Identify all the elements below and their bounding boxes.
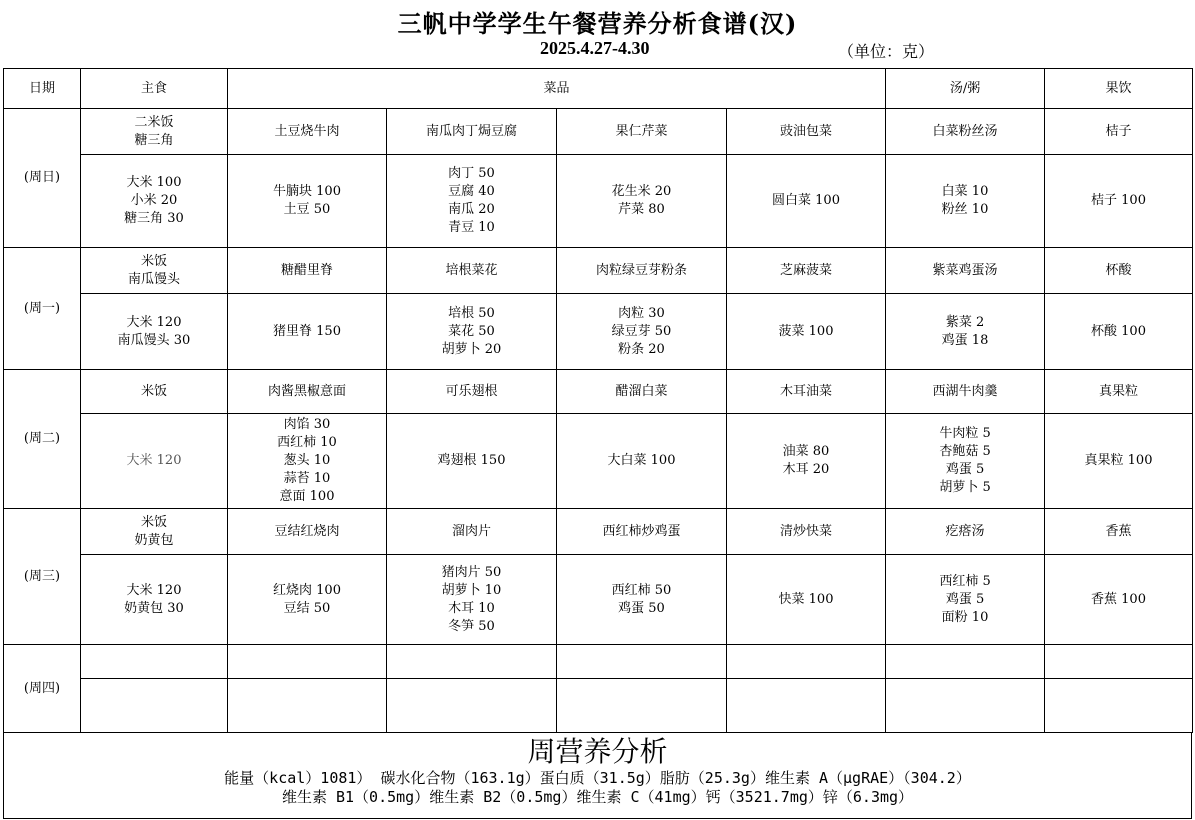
ingredient-cell <box>81 155 228 248</box>
dish-name: 真果粒 <box>1099 383 1139 399</box>
ingredient-cell <box>727 294 886 370</box>
ingredient-cell <box>387 679 557 733</box>
ingredient-line: 白菜 10 <box>941 184 989 199</box>
ingredient-line: 鸡蛋 50 <box>618 600 665 616</box>
ingredient-line: 鸡蛋 5 <box>945 591 985 607</box>
dish-name-cell <box>1045 248 1193 294</box>
dish-name-cell <box>228 509 387 555</box>
day-label: (周三) <box>4 509 81 645</box>
dish-name-cell <box>557 509 727 555</box>
unit-label: （单位：克） <box>838 42 935 61</box>
ingredient-line: 糖三角 30 <box>124 211 184 226</box>
ingredient-cell <box>557 155 727 248</box>
dish-name: 西红柿炒鸡蛋 <box>602 523 681 539</box>
day-label: (周一) <box>4 248 81 370</box>
dish-name: 醋溜白菜 <box>615 383 668 399</box>
ingredient-line: 培根 50 <box>448 305 495 321</box>
dish-name: 桔子 <box>1105 123 1132 139</box>
dish-name-cell <box>228 109 387 155</box>
ingredient-line: 菠菜 100 <box>778 323 834 339</box>
dish-name: 木耳油菜 <box>780 383 833 399</box>
dish-name: 清炒快菜 <box>780 523 833 539</box>
ingredient-cell <box>727 679 886 733</box>
day-name-row <box>4 109 1193 155</box>
day-name-row <box>4 370 1193 414</box>
dish-name: 杯酸 <box>1105 262 1132 278</box>
ingredient-line: 豆结 50 <box>283 600 331 616</box>
dish-name: 芝麻菠菜 <box>780 262 833 278</box>
dish-name: 可乐翅根 <box>445 383 498 399</box>
header-fruit: 果饮 <box>1045 69 1193 109</box>
date-range: 2025.4.27-4.30 <box>540 38 650 58</box>
dish-name-cell <box>1045 370 1193 414</box>
ingredient-line: 土豆 50 <box>283 202 331 217</box>
ingredient-line: 牛腩块 100 <box>273 184 341 199</box>
day-label: (周四) <box>4 645 81 733</box>
dish-name: 米饭 <box>140 514 167 530</box>
dish-name: 奶黄包 <box>134 532 174 548</box>
ingredient-line: 木耳 10 <box>448 600 495 616</box>
dish-name-cell <box>727 509 886 555</box>
dish-name: 土豆烧牛肉 <box>274 123 340 139</box>
ingredient-line: 大米 120 <box>126 453 182 468</box>
summary-line-1: 能量（kcal）1081） 碳水化合物（163.1g）蛋白质（31.5g）脂肪（25.3g）维生素 A（μgRAE）（304.2） <box>224 769 971 787</box>
day-detail-row <box>4 294 1193 370</box>
dish-name-cell <box>886 109 1045 155</box>
ingredient-line: 胡萝卜 20 <box>441 341 502 357</box>
day-name-row <box>4 248 1193 294</box>
day-name-row <box>4 645 1193 679</box>
day-label: (周二) <box>4 370 81 509</box>
dish-name: 白菜粉丝汤 <box>932 123 998 139</box>
ingredient-line: 葱头 10 <box>283 453 331 468</box>
dish-name: 米饭 <box>140 383 167 399</box>
ingredient-line: 西红柿 10 <box>277 435 337 450</box>
ingredient-line: 圆白菜 100 <box>772 193 840 208</box>
ingredient-line: 牛肉粒 5 <box>939 426 991 441</box>
ingredient-line: 奶黄包 30 <box>124 600 184 616</box>
dish-name-cell <box>387 109 557 155</box>
dish-name-cell <box>81 645 228 679</box>
ingredient-line: 粉丝 10 <box>941 202 989 217</box>
dish-name-cell <box>557 109 727 155</box>
day-detail-row <box>4 679 1193 733</box>
ingredient-cell <box>228 555 387 645</box>
ingredient-cell <box>727 414 886 509</box>
ingredient-cell <box>228 414 387 509</box>
dish-name: 豆结红烧肉 <box>274 523 340 539</box>
page-title: 三帆中学学生午餐营养分析食谱(汉) <box>397 9 798 38</box>
day-name-row <box>4 509 1193 555</box>
day-detail-row <box>4 555 1193 645</box>
ingredient-line: 大米 120 <box>126 314 182 330</box>
dish-name: 二米饭 <box>134 114 174 130</box>
ingredient-line: 肉粒 30 <box>618 305 665 321</box>
ingredient-cell <box>81 294 228 370</box>
ingredient-line: 胡萝卜 5 <box>939 480 991 495</box>
dish-name-cell <box>228 370 387 414</box>
header-soup: 汤/粥 <box>886 69 1045 109</box>
ingredient-line: 蒜苔 10 <box>283 471 331 486</box>
dish-name-cell <box>1045 109 1193 155</box>
dish-name-cell <box>557 248 727 294</box>
ingredient-cell <box>886 414 1045 509</box>
ingredient-line: 杯酸 100 <box>1091 323 1146 339</box>
ingredient-cell <box>727 555 886 645</box>
dish-name-cell <box>557 645 727 679</box>
ingredient-line: 意面 100 <box>279 489 335 504</box>
ingredient-line: 鸡蛋 5 <box>945 462 985 477</box>
header-date: 日期 <box>4 69 81 109</box>
dish-name: 南瓜肉丁焗豆腐 <box>425 123 517 139</box>
ingredient-line: 肉馅 30 <box>283 417 331 432</box>
dish-name-cell <box>81 248 228 294</box>
ingredient-line: 芹菜 80 <box>618 202 665 217</box>
ingredient-line: 红烧肉 100 <box>273 582 341 598</box>
ingredient-cell <box>727 155 886 248</box>
ingredient-cell <box>886 555 1045 645</box>
ingredient-cell <box>387 294 557 370</box>
ingredient-line: 鸡蛋 18 <box>941 332 989 348</box>
day-label: (周日) <box>4 109 81 248</box>
dish-name-cell <box>1045 509 1193 555</box>
dish-name: 糖三角 <box>134 132 174 148</box>
ingredient-line: 豆腐 40 <box>448 184 495 199</box>
header-dishes: 菜品 <box>228 69 886 109</box>
ingredient-line: 香蕉 100 <box>1091 591 1146 607</box>
dish-name-cell <box>81 370 228 414</box>
ingredient-cell <box>886 679 1045 733</box>
ingredient-cell <box>1045 414 1193 509</box>
dish-name: 米饭 <box>140 253 167 269</box>
nutrition-summary <box>3 733 1192 819</box>
ingredient-line: 西红柿 5 <box>939 573 991 589</box>
ingredient-line: 花生米 20 <box>611 184 672 199</box>
header-row <box>4 69 1193 109</box>
ingredient-cell <box>387 555 557 645</box>
dish-name: 豉油包菜 <box>780 123 833 139</box>
ingredient-cell <box>557 414 727 509</box>
ingredient-line: 西红柿 50 <box>611 582 672 598</box>
ingredient-cell <box>1045 679 1193 733</box>
ingredient-cell <box>81 555 228 645</box>
ingredient-cell <box>557 555 727 645</box>
ingredient-cell <box>1045 294 1193 370</box>
dish-name-cell <box>228 645 387 679</box>
ingredient-cell <box>228 155 387 248</box>
ingredient-line: 油菜 80 <box>782 444 830 459</box>
dish-name: 肉粒绿豆芽粉条 <box>595 262 687 278</box>
ingredient-cell <box>228 679 387 733</box>
ingredient-line: 小米 20 <box>130 193 178 208</box>
dish-name: 溜肉片 <box>451 523 491 539</box>
dish-name-cell <box>81 109 228 155</box>
ingredient-cell <box>387 155 557 248</box>
dish-name: 南瓜馒头 <box>127 271 180 287</box>
ingredient-line: 菜花 50 <box>448 323 495 339</box>
dish-name-cell <box>727 248 886 294</box>
dish-name-cell <box>727 109 886 155</box>
ingredient-line: 杏鲍菇 5 <box>939 444 991 459</box>
dish-name-cell <box>387 370 557 414</box>
ingredient-line: 大米 120 <box>126 582 182 598</box>
ingredient-line: 肉丁 50 <box>448 166 495 181</box>
summary-title: 周营养分析 <box>527 735 668 768</box>
dish-name: 培根菜花 <box>445 262 498 278</box>
ingredient-line: 大白菜 100 <box>607 453 676 468</box>
day-detail-row <box>4 155 1193 248</box>
dish-name-cell <box>886 248 1045 294</box>
dish-name: 香蕉 <box>1105 523 1132 539</box>
ingredient-line: 猪肉片 50 <box>441 564 502 580</box>
dish-name-cell <box>387 509 557 555</box>
menu-body <box>4 109 1193 733</box>
dish-name-cell <box>228 248 387 294</box>
ingredient-line: 青豆 10 <box>448 220 495 235</box>
ingredient-line: 冬笋 50 <box>448 618 495 634</box>
dish-name-cell <box>727 645 886 679</box>
dish-name: 果仁芹菜 <box>615 123 668 139</box>
ingredient-cell <box>81 414 228 509</box>
ingredient-line: 面粉 10 <box>941 609 989 625</box>
ingredient-line: 鸡翅根 150 <box>437 453 506 468</box>
header-staple: 主食 <box>81 69 228 109</box>
ingredient-line: 紫菜 2 <box>945 314 985 330</box>
dish-name: 紫菜鸡蛋汤 <box>932 262 998 278</box>
dish-name-cell <box>886 645 1045 679</box>
ingredient-line: 快菜 100 <box>778 591 834 607</box>
ingredient-cell <box>886 155 1045 248</box>
menu-table <box>3 68 1193 733</box>
ingredient-cell <box>1045 155 1193 248</box>
ingredient-line: 绿豆芽 50 <box>611 323 672 339</box>
ingredient-cell <box>1045 555 1193 645</box>
summary-line-2: 维生素 B1（0.5mg）维生素 B2（0.5mg）维生素 C（41mg）钙（3521.7mg）锌（6.3mg） <box>281 788 914 806</box>
dish-name-cell <box>387 248 557 294</box>
dish-name-cell <box>81 509 228 555</box>
ingredient-cell <box>557 294 727 370</box>
ingredient-cell <box>81 679 228 733</box>
dish-name-cell <box>1045 645 1193 679</box>
ingredient-line: 桔子 100 <box>1091 193 1146 208</box>
dish-name-cell <box>557 370 727 414</box>
ingredient-line: 南瓜馒头 30 <box>117 332 191 348</box>
ingredient-line: 粉条 20 <box>618 341 665 357</box>
ingredient-line: 猪里脊 150 <box>273 323 341 339</box>
dish-name: 肉酱黑椒意面 <box>267 383 346 399</box>
ingredient-line: 大米 100 <box>126 175 182 190</box>
day-detail-row <box>4 414 1193 509</box>
dish-name: 疙瘩汤 <box>945 523 985 539</box>
dish-name-cell <box>886 509 1045 555</box>
ingredient-cell <box>387 414 557 509</box>
ingredient-cell <box>228 294 387 370</box>
ingredient-cell <box>557 679 727 733</box>
ingredient-line: 真果粒 100 <box>1084 453 1153 468</box>
dish-name-cell <box>886 370 1045 414</box>
dish-name: 糖醋里脊 <box>280 262 333 278</box>
ingredient-line: 胡萝卜 10 <box>441 582 502 598</box>
dish-name-cell <box>727 370 886 414</box>
dish-name-cell <box>387 645 557 679</box>
dish-name: 西湖牛肉羹 <box>932 383 998 399</box>
ingredient-line: 南瓜 20 <box>448 202 495 217</box>
ingredient-line: 木耳 20 <box>782 462 830 477</box>
ingredient-cell <box>886 294 1045 370</box>
